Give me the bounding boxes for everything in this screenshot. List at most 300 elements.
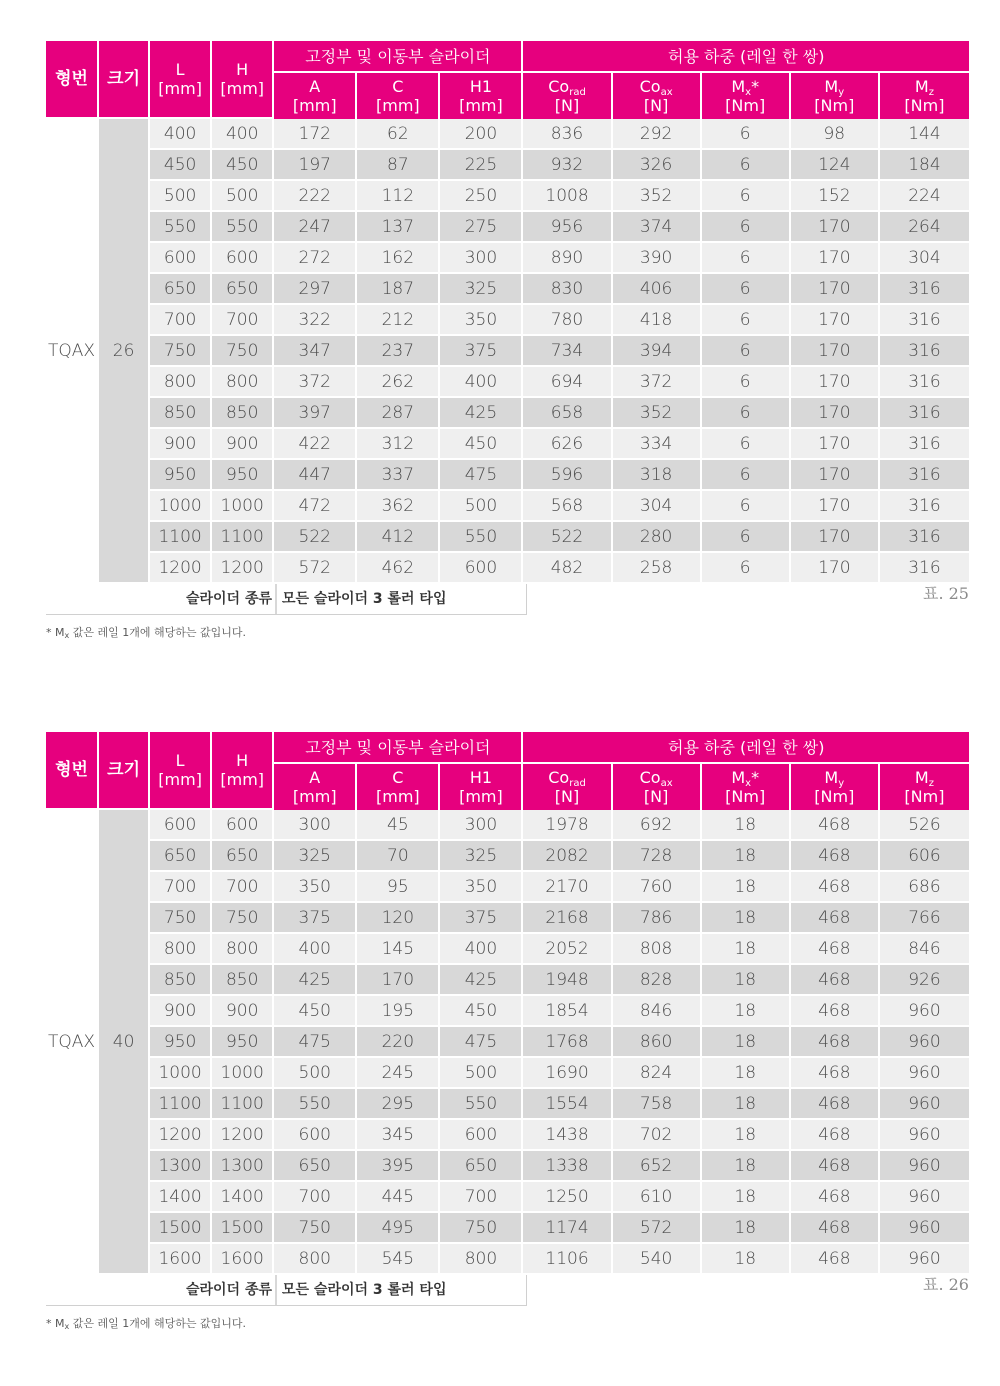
table-cell: 1400 xyxy=(150,1182,212,1213)
table-cell: 750 xyxy=(274,1213,357,1244)
table-cell: 375 xyxy=(440,903,523,934)
table-cell: 212 xyxy=(357,305,440,336)
table-cell: 468 xyxy=(791,872,880,903)
table-cell: 828 xyxy=(613,965,702,996)
table-cell: 694 xyxy=(523,367,612,398)
table-cell: 18 xyxy=(702,965,791,996)
table-cell: 400 xyxy=(440,934,523,965)
table-cell: 6 xyxy=(702,460,791,491)
table-cell: 1250 xyxy=(523,1182,612,1213)
table-cell: 316 xyxy=(880,553,969,584)
table-row xyxy=(46,810,969,841)
table-cell: 766 xyxy=(880,903,969,934)
table-cell: 1768 xyxy=(523,1027,612,1058)
header-mx: $M_x*$ [Nm] xyxy=(702,764,791,810)
table-cell: 18 xyxy=(702,810,791,841)
table-row xyxy=(46,1089,969,1120)
table-cell: 1008 xyxy=(523,181,612,212)
table-cell: 650 xyxy=(440,1151,523,1182)
table-cell: 468 xyxy=(791,1244,880,1275)
table-cell: 170 xyxy=(791,553,880,584)
table-cell: 572 xyxy=(613,1213,702,1244)
table-cell: 280 xyxy=(613,522,702,553)
table-cell: 162 xyxy=(357,243,440,274)
header-co-ax: $Co_{ax}$ [N] xyxy=(613,764,702,810)
table-cell: 468 xyxy=(791,1089,880,1120)
table-row xyxy=(46,336,969,367)
table-row xyxy=(46,553,969,584)
table-cell: 800 xyxy=(440,1244,523,1275)
table-cell: 345 xyxy=(357,1120,440,1151)
table-cell: 650 xyxy=(274,1151,357,1182)
table-cell: 1600 xyxy=(212,1244,274,1275)
table-cell: 395 xyxy=(357,1151,440,1182)
table-cell: 316 xyxy=(880,367,969,398)
table-cell: 450 xyxy=(212,150,274,181)
table-cell: 425 xyxy=(440,965,523,996)
table-cell: 2052 xyxy=(523,934,612,965)
table-cell: 6 xyxy=(702,243,791,274)
table-row xyxy=(46,305,969,336)
table-cell: 468 xyxy=(791,1213,880,1244)
table-cell: 350 xyxy=(440,305,523,336)
table-cell: 450 xyxy=(440,996,523,1027)
table-cell: 334 xyxy=(613,429,702,460)
table-cell: 780 xyxy=(523,305,612,336)
table-cell: 245 xyxy=(357,1058,440,1089)
table-cell: 650 xyxy=(150,841,212,872)
table-cell: 18 xyxy=(702,1120,791,1151)
table-cell: 145 xyxy=(357,934,440,965)
model-cell: TQAX xyxy=(46,119,99,584)
table-cell: 830 xyxy=(523,274,612,305)
table-cell: 1690 xyxy=(523,1058,612,1089)
header-type: 형번 xyxy=(46,41,99,119)
table-cell: 900 xyxy=(150,996,212,1027)
table-cell: 1400 xyxy=(212,1182,274,1213)
slider-type-label: 슬라이더 종류 xyxy=(185,1282,272,1298)
table-cell: 1000 xyxy=(150,1058,212,1089)
table-row xyxy=(46,119,969,150)
table-cell: 526 xyxy=(880,810,969,841)
table-cell: 960 xyxy=(880,1027,969,1058)
header-h: H [mm] xyxy=(212,41,274,119)
table-row xyxy=(46,274,969,305)
table-cell: 468 xyxy=(791,1182,880,1213)
table-cell: 960 xyxy=(880,1244,969,1275)
table-cell: 362 xyxy=(357,491,440,522)
table-cell: 600 xyxy=(212,243,274,274)
table-cell: 300 xyxy=(440,810,523,841)
table-cell: 700 xyxy=(274,1182,357,1213)
table-cell: 258 xyxy=(613,553,702,584)
table-cell: 808 xyxy=(613,934,702,965)
header-group-slider: 고정부 및 이동부 슬라이더 xyxy=(274,732,523,764)
table-cell: 18 xyxy=(702,1089,791,1120)
table-cell: 860 xyxy=(613,1027,702,1058)
table-cell: 347 xyxy=(274,336,357,367)
table-cell: 900 xyxy=(212,996,274,1027)
table-cell: 468 xyxy=(791,1151,880,1182)
table-cell: 1100 xyxy=(150,522,212,553)
table-cell: 596 xyxy=(523,460,612,491)
table-cell: 1100 xyxy=(212,1089,274,1120)
table-row xyxy=(46,841,969,872)
table-cell: 482 xyxy=(523,553,612,584)
table-cell: 522 xyxy=(523,522,612,553)
table-cell: 375 xyxy=(274,903,357,934)
table-cell: 960 xyxy=(880,996,969,1027)
table-cell: 1554 xyxy=(523,1089,612,1120)
spec-block-size-26 xyxy=(46,41,969,640)
table-cell: 1100 xyxy=(150,1089,212,1120)
table-cell: 692 xyxy=(613,810,702,841)
table-cell: 475 xyxy=(440,1027,523,1058)
table-row xyxy=(46,1027,969,1058)
table-cell: 932 xyxy=(523,150,612,181)
table-cell: 325 xyxy=(440,841,523,872)
table-cell: 850 xyxy=(150,398,212,429)
table-cell: 900 xyxy=(212,429,274,460)
table-cell: 6 xyxy=(702,181,791,212)
table-cell: 750 xyxy=(212,336,274,367)
table-cell: 900 xyxy=(150,429,212,460)
table-cell: 850 xyxy=(150,965,212,996)
table-cell: 846 xyxy=(880,934,969,965)
table-cell: 70 xyxy=(357,841,440,872)
table-cell: 1948 xyxy=(523,965,612,996)
table-cell: 98 xyxy=(791,119,880,150)
table-cell: 750 xyxy=(440,1213,523,1244)
table-cell: 1200 xyxy=(212,1120,274,1151)
table-cell: 658 xyxy=(523,398,612,429)
table-cell: 2168 xyxy=(523,903,612,934)
table-cell: 297 xyxy=(274,274,357,305)
table-cell: 468 xyxy=(791,965,880,996)
table-cell: 326 xyxy=(613,150,702,181)
table-cell: 45 xyxy=(357,810,440,841)
table-cell: 304 xyxy=(880,243,969,274)
table-cell: 264 xyxy=(880,212,969,243)
table-cell: 425 xyxy=(440,398,523,429)
table-cell: 172 xyxy=(274,119,357,150)
table-cell: 600 xyxy=(274,1120,357,1151)
table-cell: 1500 xyxy=(212,1213,274,1244)
table-row xyxy=(46,367,969,398)
table-cell: 316 xyxy=(880,336,969,367)
table-cell: 170 xyxy=(791,460,880,491)
table-cell: 170 xyxy=(791,336,880,367)
header-c: C [mm] xyxy=(357,764,440,810)
table-cell: 568 xyxy=(523,491,612,522)
table-cell: 316 xyxy=(880,429,969,460)
table-cell: 422 xyxy=(274,429,357,460)
table-cell: 225 xyxy=(440,150,523,181)
table-row xyxy=(46,965,969,996)
table-cell: 170 xyxy=(791,305,880,336)
table-cell: 750 xyxy=(212,903,274,934)
table-cell: 1338 xyxy=(523,1151,612,1182)
table-row xyxy=(46,243,969,274)
table-cell: 500 xyxy=(150,181,212,212)
table-cell: 87 xyxy=(357,150,440,181)
table-cell: 600 xyxy=(440,1120,523,1151)
table-cell: 1600 xyxy=(150,1244,212,1275)
table-cell: 960 xyxy=(880,1182,969,1213)
table-cell: 800 xyxy=(150,367,212,398)
table-cell: 1174 xyxy=(523,1213,612,1244)
header-h1: H1 [mm] xyxy=(440,764,523,810)
table-cell: 472 xyxy=(274,491,357,522)
table-cell: 1500 xyxy=(150,1213,212,1244)
table-cell: 18 xyxy=(702,1244,791,1275)
table-cell: 850 xyxy=(212,398,274,429)
table-cell: 250 xyxy=(440,181,523,212)
table-cell: 836 xyxy=(523,119,612,150)
size-cell: 26 xyxy=(99,119,150,584)
table-cell: 1300 xyxy=(150,1151,212,1182)
table-cell: 468 xyxy=(791,841,880,872)
table-cell: 702 xyxy=(613,1120,702,1151)
table-cell: 18 xyxy=(702,841,791,872)
table-cell: 18 xyxy=(702,1151,791,1182)
header-my: $M_y$ [Nm] xyxy=(791,764,880,810)
table-cell: 1000 xyxy=(150,491,212,522)
table-row xyxy=(46,1213,969,1244)
table-cell: 390 xyxy=(613,243,702,274)
table-cell: 144 xyxy=(880,119,969,150)
table-cell: 1854 xyxy=(523,996,612,1027)
table-row xyxy=(46,181,969,212)
header-l: L [mm] xyxy=(150,732,212,810)
table-cell: 686 xyxy=(880,872,969,903)
size-cell: 40 xyxy=(99,810,150,1275)
table-cell: 1100 xyxy=(212,522,274,553)
spec-table xyxy=(46,41,969,584)
table-cell: 1200 xyxy=(212,553,274,584)
table-cell: 187 xyxy=(357,274,440,305)
table-cell: 750 xyxy=(150,903,212,934)
table-cell: 316 xyxy=(880,522,969,553)
table-cell: 152 xyxy=(791,181,880,212)
table-cell: 425 xyxy=(274,965,357,996)
table-cell: 6 xyxy=(702,305,791,336)
table-cell: 412 xyxy=(357,522,440,553)
table-cell: 786 xyxy=(613,903,702,934)
table-cell: 170 xyxy=(791,398,880,429)
table-cell: 550 xyxy=(212,212,274,243)
spec-block-size-40 xyxy=(46,732,969,1331)
table-cell: 195 xyxy=(357,996,440,1027)
header-mz: $M_z$ [Nm] xyxy=(880,764,969,810)
table-cell: 62 xyxy=(357,119,440,150)
table-cell: 956 xyxy=(523,212,612,243)
table-cell: 495 xyxy=(357,1213,440,1244)
table-cell: 6 xyxy=(702,274,791,305)
table-cell: 2082 xyxy=(523,841,612,872)
table-cell: 322 xyxy=(274,305,357,336)
table-cell: 960 xyxy=(880,1151,969,1182)
table-row xyxy=(46,460,969,491)
table-cell: 758 xyxy=(613,1089,702,1120)
table-cell: 750 xyxy=(150,336,212,367)
table-cell: 450 xyxy=(274,996,357,1027)
table-cell: 545 xyxy=(357,1244,440,1275)
header-mz: $M_z$ [Nm] xyxy=(880,73,969,119)
table-cell: 700 xyxy=(150,305,212,336)
table-cell: 462 xyxy=(357,553,440,584)
table-cell: 222 xyxy=(274,181,357,212)
table-cell: 400 xyxy=(212,119,274,150)
table-cell: 400 xyxy=(274,934,357,965)
table-cell: 450 xyxy=(150,150,212,181)
header-co-ax: $Co_{ax}$ [N] xyxy=(613,73,702,119)
table-cell: 350 xyxy=(274,872,357,903)
table-cell: 500 xyxy=(440,1058,523,1089)
header-co-rad: $Co_{rad}$ [N] xyxy=(523,73,612,119)
table-cell: 652 xyxy=(613,1151,702,1182)
table-cell: 6 xyxy=(702,336,791,367)
table-cell: 120 xyxy=(357,903,440,934)
table-cell: 926 xyxy=(880,965,969,996)
table-cell: 700 xyxy=(212,872,274,903)
table-cell: 304 xyxy=(613,491,702,522)
footnote: * $M_x$ 값은 레일 1개에 해당하는 값입니다. xyxy=(46,1317,246,1331)
table-cell: 292 xyxy=(613,119,702,150)
table-cell: 352 xyxy=(613,181,702,212)
table-cell: 600 xyxy=(440,553,523,584)
header-l: L [mm] xyxy=(150,41,212,119)
table-cell: 760 xyxy=(613,872,702,903)
slider-type-box xyxy=(46,584,527,615)
table-cell: 170 xyxy=(791,491,880,522)
header-group-slider: 고정부 및 이동부 슬라이더 xyxy=(274,41,523,73)
table-cell: 800 xyxy=(212,934,274,965)
table-cell: 372 xyxy=(274,367,357,398)
table-cell: 606 xyxy=(880,841,969,872)
table-cell: 220 xyxy=(357,1027,440,1058)
table-cell: 318 xyxy=(613,460,702,491)
table-cell: 800 xyxy=(274,1244,357,1275)
table-cell: 1000 xyxy=(212,1058,274,1089)
table-cell: 418 xyxy=(613,305,702,336)
table-cell: 447 xyxy=(274,460,357,491)
table-cell: 400 xyxy=(150,119,212,150)
table-cell: 18 xyxy=(702,1058,791,1089)
model-cell: TQAX xyxy=(46,810,99,1275)
table-row xyxy=(46,212,969,243)
table-cell: 6 xyxy=(702,491,791,522)
table-cell: 468 xyxy=(791,1027,880,1058)
table-cell: 960 xyxy=(880,1120,969,1151)
table-cell: 400 xyxy=(440,367,523,398)
table-cell: 18 xyxy=(702,934,791,965)
table-cell: 170 xyxy=(791,212,880,243)
table-cell: 272 xyxy=(274,243,357,274)
header-a: A [mm] xyxy=(274,73,357,119)
table-cell: 468 xyxy=(791,1058,880,1089)
table-cell: 170 xyxy=(357,965,440,996)
table-cell: 300 xyxy=(440,243,523,274)
table-cell: 247 xyxy=(274,212,357,243)
table-cell: 950 xyxy=(212,1027,274,1058)
table-cell: 960 xyxy=(880,1058,969,1089)
table-cell: 6 xyxy=(702,119,791,150)
table-cell: 316 xyxy=(880,274,969,305)
table-cell: 626 xyxy=(523,429,612,460)
table-row xyxy=(46,934,969,965)
table-cell: 500 xyxy=(212,181,274,212)
table-cell: 475 xyxy=(274,1027,357,1058)
table-cell: 6 xyxy=(702,429,791,460)
table-cell: 170 xyxy=(791,429,880,460)
table-cell: 610 xyxy=(613,1182,702,1213)
table-cell: 650 xyxy=(150,274,212,305)
table-cell: 475 xyxy=(440,460,523,491)
table-cell: 170 xyxy=(791,367,880,398)
table-row xyxy=(46,491,969,522)
table-cell: 734 xyxy=(523,336,612,367)
table-cell: 1300 xyxy=(212,1151,274,1182)
table-cell: 650 xyxy=(212,841,274,872)
table-cell: 352 xyxy=(613,398,702,429)
header-my: $M_y$ [Nm] xyxy=(791,73,880,119)
table-cell: 112 xyxy=(357,181,440,212)
table-cell: 325 xyxy=(274,841,357,872)
table-row xyxy=(46,522,969,553)
table-cell: 950 xyxy=(150,1027,212,1058)
table-row xyxy=(46,872,969,903)
header-size: 크기 xyxy=(99,41,150,119)
table-cell: 350 xyxy=(440,872,523,903)
table-cell: 728 xyxy=(613,841,702,872)
table-cell: 700 xyxy=(212,305,274,336)
slider-type-label: 슬라이더 종류 xyxy=(185,591,272,607)
table-cell: 312 xyxy=(357,429,440,460)
table-footer xyxy=(46,584,969,640)
table-cell: 800 xyxy=(150,934,212,965)
table-cell: 372 xyxy=(613,367,702,398)
table-cell: 445 xyxy=(357,1182,440,1213)
table-cell: 850 xyxy=(212,965,274,996)
table-cell: 397 xyxy=(274,398,357,429)
table-cell: 650 xyxy=(212,274,274,305)
table-cell: 1978 xyxy=(523,810,612,841)
table-row xyxy=(46,1244,969,1275)
table-number: 표. 26 xyxy=(923,1275,969,1294)
table-cell: 550 xyxy=(440,522,523,553)
table-cell: 184 xyxy=(880,150,969,181)
slider-type-box xyxy=(46,1275,527,1306)
slider-type-divider xyxy=(275,584,277,614)
header-h1: H1 [mm] xyxy=(440,73,523,119)
table-cell: 316 xyxy=(880,491,969,522)
table-cell: 170 xyxy=(791,243,880,274)
header-c: C [mm] xyxy=(357,73,440,119)
table-row xyxy=(46,996,969,1027)
table-cell: 375 xyxy=(440,336,523,367)
table-cell: 170 xyxy=(791,522,880,553)
table-cell: 316 xyxy=(880,460,969,491)
table-cell: 6 xyxy=(702,553,791,584)
table-cell: 316 xyxy=(880,305,969,336)
table-cell: 316 xyxy=(880,398,969,429)
table-row xyxy=(46,1120,969,1151)
table-cell: 700 xyxy=(440,1182,523,1213)
table-cell: 137 xyxy=(357,212,440,243)
slider-type-value: 모든 슬라이더 3 롤러 타입 xyxy=(282,591,447,607)
table-cell: 1000 xyxy=(212,491,274,522)
